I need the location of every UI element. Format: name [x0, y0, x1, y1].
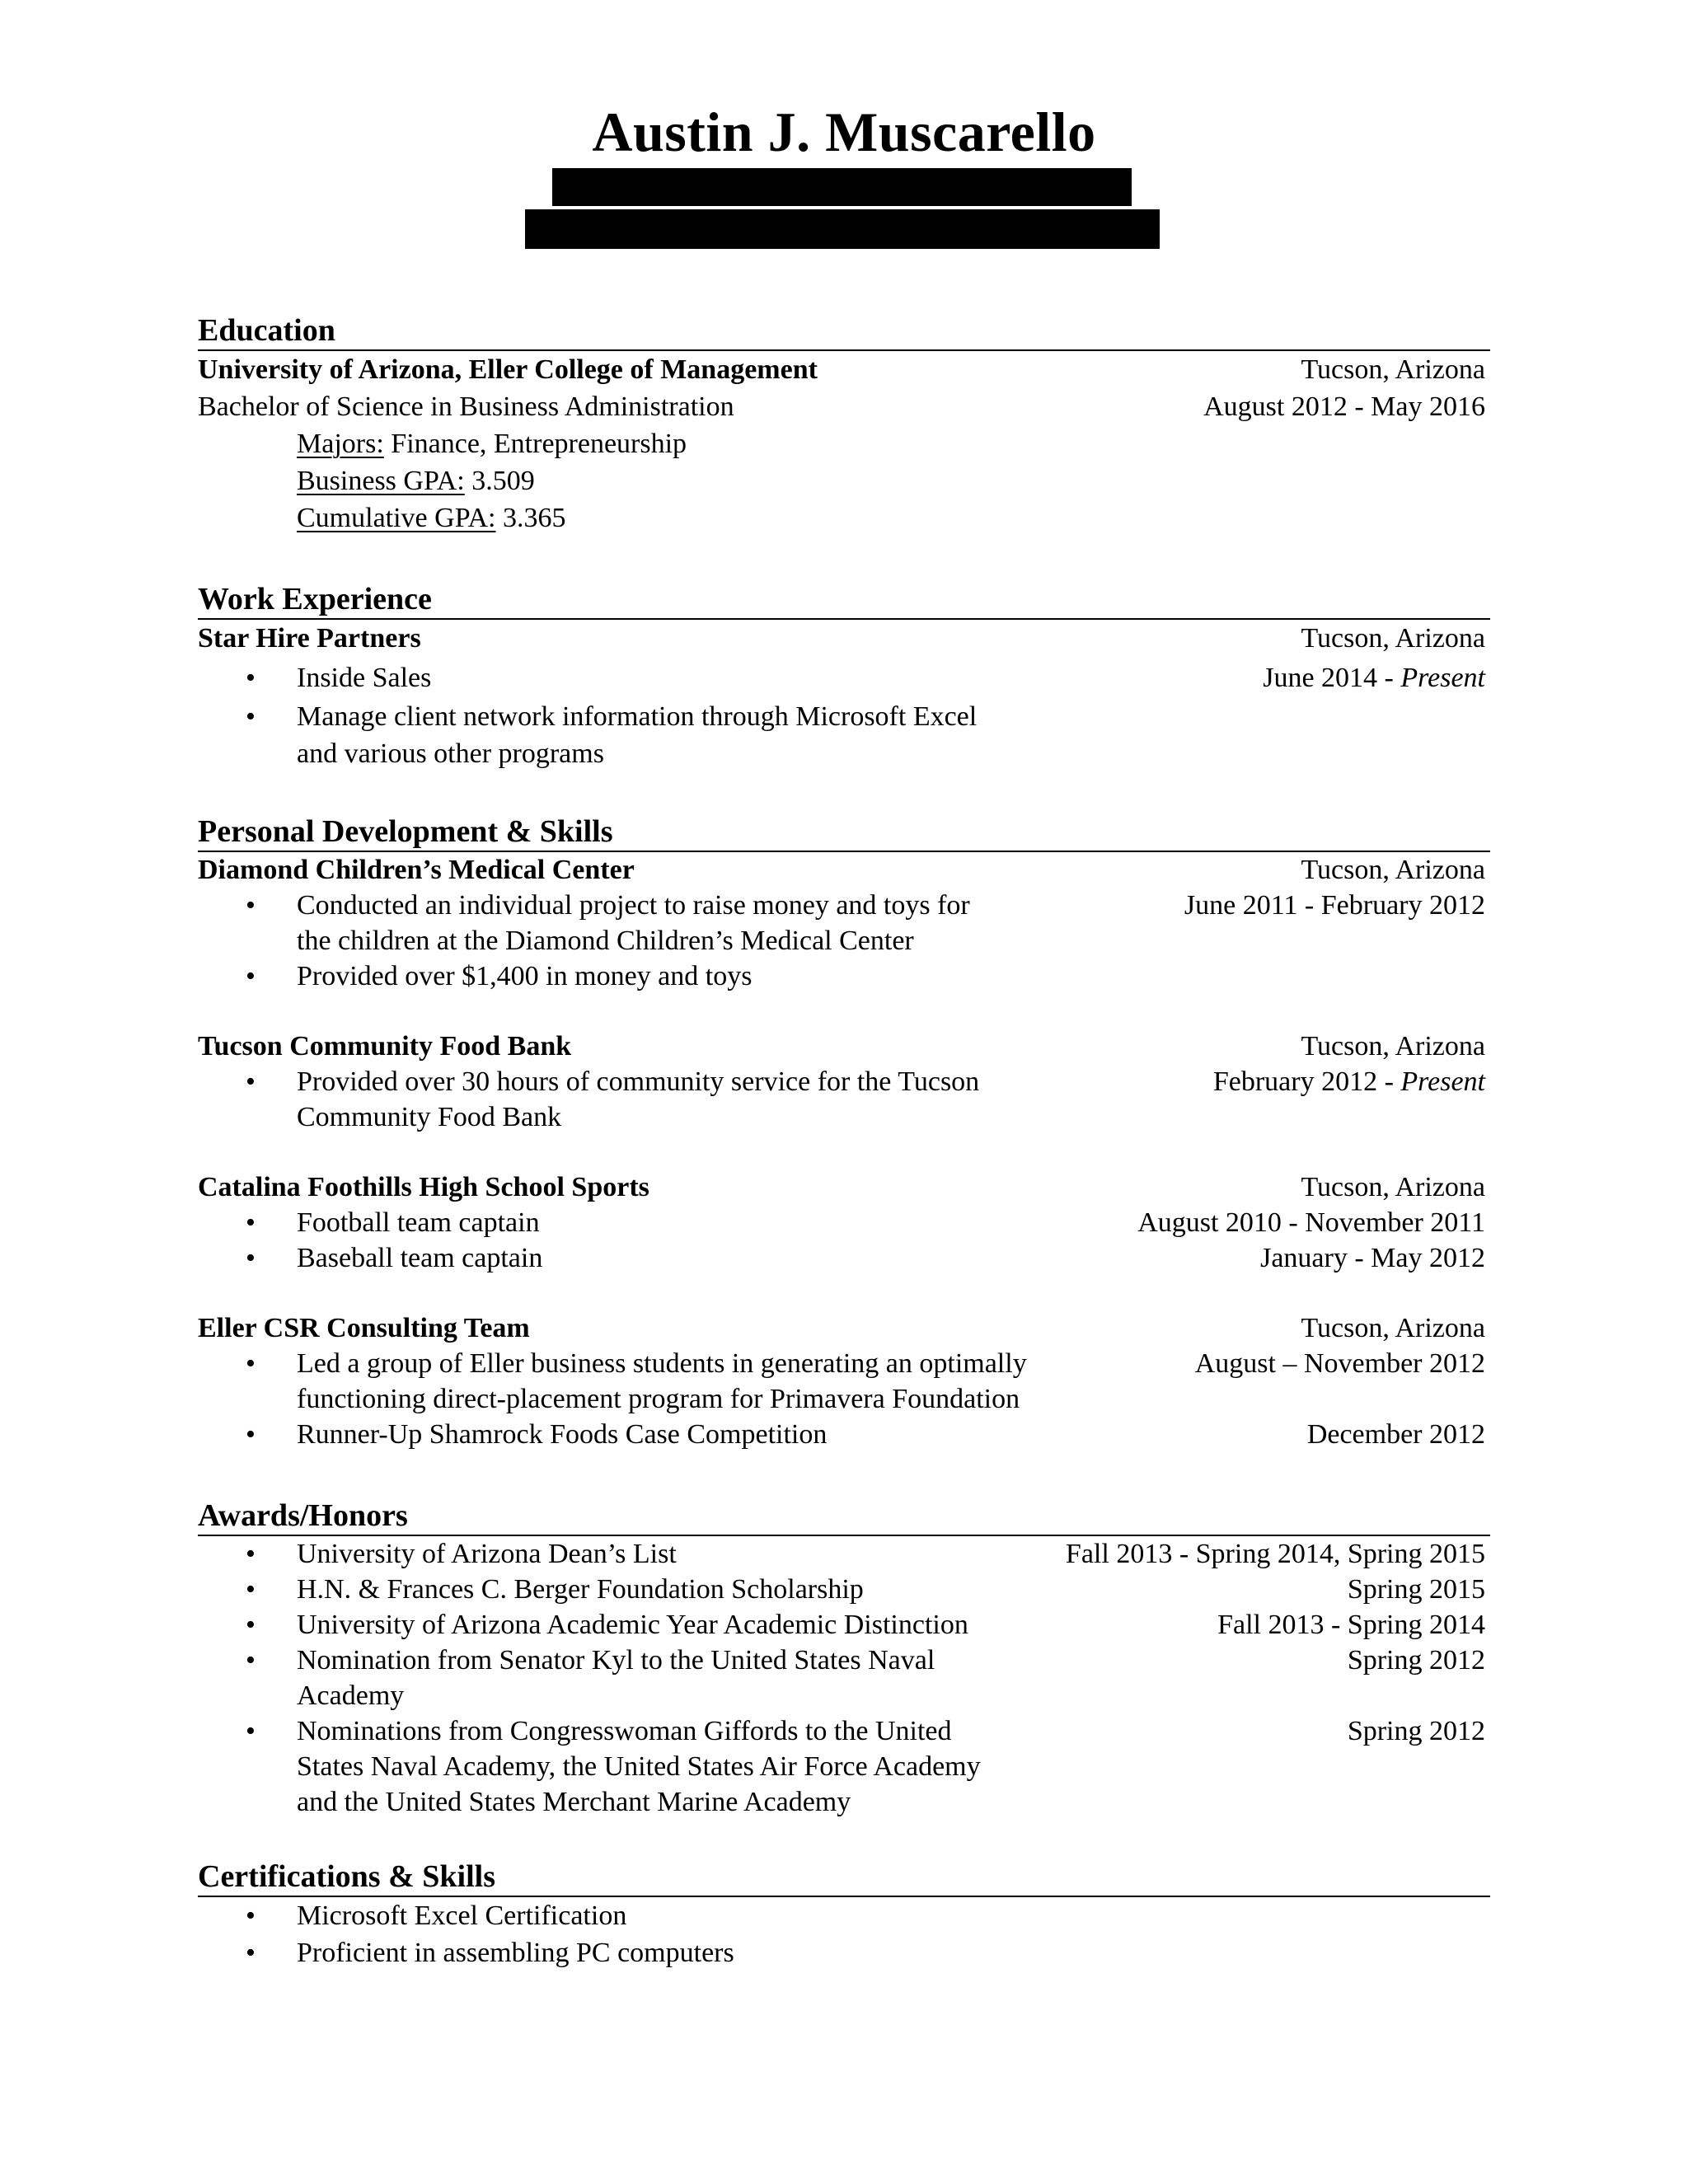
- bullet-glyph: •: [246, 1900, 256, 1931]
- award-text: and the United States Merchant Marine Academy: [297, 1787, 851, 1817]
- work-section: [198, 580, 1490, 770]
- bullet-glyph: •: [246, 1938, 256, 1968]
- org-dates: [1213, 1064, 1485, 1099]
- org-name: Tucson Community Food Bank: [198, 1031, 572, 1062]
- org-dates: January - May 2012: [1260, 1243, 1485, 1273]
- bullet-text: Provided over $1,400 in money and toys: [297, 961, 753, 991]
- bullet-text: Baseball team captain: [297, 1243, 543, 1273]
- list-item-continuation: [198, 1784, 1490, 1820]
- org-location: Tucson, Arizona: [1301, 1031, 1485, 1062]
- bullet-glyph: •: [246, 1574, 256, 1605]
- employer-name: Star Hire Partners: [198, 623, 421, 654]
- majors-label: Majors:: [297, 429, 384, 459]
- award-text: H.N. & Frances C. Berger Foundation Scholarship: [297, 1574, 864, 1605]
- majors-row: [198, 425, 1490, 462]
- bullet-text: Community Food Bank: [297, 1102, 562, 1132]
- business-gpa-value: 3.509: [464, 466, 535, 496]
- list-item: [198, 696, 1490, 733]
- redacted-contact-line-1: [552, 168, 1132, 206]
- org-location: Tucson, Arizona: [1301, 855, 1485, 885]
- dates-present: Present: [1400, 1066, 1485, 1097]
- certifications-section: [198, 1858, 1490, 1971]
- business-gpa-row: [198, 462, 1490, 499]
- education-section: [198, 312, 1490, 537]
- list-item: [198, 958, 1490, 994]
- org-row: [198, 852, 1490, 888]
- awards-section: [198, 1497, 1490, 1820]
- list-item: [198, 1713, 1490, 1749]
- section-heading: Education: [198, 312, 1490, 351]
- org-dates: December 2012: [1306, 1419, 1485, 1450]
- section-heading: Awards/Honors: [198, 1497, 1490, 1536]
- personal-section: [198, 813, 1490, 1452]
- cumulative-gpa-value: 3.365: [495, 503, 566, 533]
- work-dates: [1263, 657, 1485, 700]
- org-row: [198, 1310, 1490, 1346]
- list-item: [198, 1643, 1490, 1678]
- education-dates: August 2012 - May 2016: [1203, 391, 1485, 422]
- list-item: [198, 1897, 1490, 1934]
- award-text: States Naval Academy, the United States Air Force Academy: [297, 1751, 981, 1782]
- org-dates: August 2010 - November 2011: [1137, 1207, 1485, 1238]
- cert-text: Proficient in assembling PC computers: [297, 1938, 734, 1968]
- org-location: Tucson, Arizona: [1301, 1313, 1485, 1343]
- bullet-text: Football team captain: [297, 1207, 540, 1238]
- org-row: [198, 1029, 1490, 1064]
- cert-text: Microsoft Excel Certification: [297, 1900, 627, 1931]
- degree: Bachelor of Science in Business Administration: [198, 391, 734, 422]
- bullet-text: Provided over 30 hours of community service for the Tucson: [297, 1066, 980, 1097]
- list-item-continuation: [198, 923, 1490, 958]
- section-heading: Work Experience: [198, 580, 1490, 620]
- education-school-row: [198, 351, 1490, 388]
- list-item-continuation: [198, 1381, 1490, 1417]
- bullet-text: Inside Sales: [297, 663, 432, 693]
- employer-location: Tucson, Arizona: [1301, 623, 1485, 654]
- bullet-glyph: •: [246, 1610, 256, 1640]
- award-date: Spring 2012: [1347, 1716, 1485, 1746]
- bullet-glyph: •: [246, 1243, 256, 1273]
- bullet-glyph: •: [246, 890, 256, 921]
- org-row: [198, 1169, 1490, 1205]
- list-item: [198, 1536, 1490, 1572]
- bullet-glyph: •: [246, 1066, 256, 1097]
- bullet-glyph: •: [246, 1645, 256, 1675]
- cumulative-gpa-label: Cumulative GPA:: [297, 503, 496, 533]
- list-item-continuation: [198, 733, 1490, 770]
- dates-present: Present: [1400, 663, 1485, 693]
- list-item: [198, 657, 1490, 696]
- award-text: University of Arizona Dean’s List: [297, 1539, 677, 1569]
- bullet-text: and various other programs: [297, 738, 604, 769]
- bullet-glyph: •: [246, 1207, 256, 1238]
- dates-prefix: June 2014 -: [1263, 663, 1401, 693]
- bullet-glyph: •: [246, 1348, 256, 1379]
- candidate-name: Austin J. Muscarello: [592, 101, 1096, 163]
- list-item-continuation: [198, 1678, 1490, 1713]
- cumulative-gpa-row: [198, 499, 1490, 537]
- award-date: Fall 2013 - Spring 2014, Spring 2015: [1065, 1539, 1485, 1569]
- award-date: Spring 2012: [1347, 1645, 1485, 1675]
- list-item: [198, 1205, 1490, 1240]
- list-item-continuation: [198, 1099, 1490, 1135]
- award-text: Nomination from Senator Kyl to the United States Naval: [297, 1645, 935, 1675]
- section-heading: Personal Development & Skills: [198, 813, 1490, 852]
- list-item: [198, 1417, 1490, 1452]
- majors-value: Finance, Entrepreneurship: [383, 429, 687, 459]
- bullet-text: functioning direct-placement program for Primavera Foundation: [297, 1384, 1020, 1414]
- school-name: University of Arizona, Eller College of Management: [198, 354, 818, 385]
- bullet-glyph: •: [246, 1716, 256, 1746]
- award-text: Academy: [297, 1680, 405, 1711]
- list-item: [198, 888, 1490, 923]
- list-item: [198, 1934, 1490, 1971]
- award-date: Fall 2013 - Spring 2014: [1217, 1610, 1485, 1640]
- bullet-text: Led a group of Eller business students in generating an optimally: [297, 1348, 1027, 1379]
- org-name: Eller CSR Consulting Team: [198, 1313, 530, 1343]
- business-gpa-label: Business GPA:: [297, 466, 465, 496]
- org-name: Diamond Children’s Medical Center: [198, 855, 635, 885]
- education-degree-row: [198, 388, 1490, 425]
- org-location: Tucson, Arizona: [1301, 1172, 1485, 1202]
- bullet-text: Runner-Up Shamrock Foods Case Competition: [297, 1419, 828, 1450]
- bullet-glyph: •: [246, 701, 256, 732]
- redacted-contact-line-2: [525, 209, 1160, 249]
- bullet-glyph: •: [246, 663, 256, 693]
- dates-prefix: February 2012 -: [1212, 1066, 1401, 1097]
- org-name: Catalina Foothills High School Sports: [198, 1172, 649, 1202]
- bullet-glyph: •: [246, 1539, 256, 1569]
- org-dates: June 2011 - February 2012: [1184, 890, 1485, 921]
- list-item: [198, 1572, 1490, 1607]
- bullet-text: Conducted an individual project to raise money and toys for: [297, 890, 970, 921]
- bullet-text: the children at the Diamond Children’s Medical Center: [297, 926, 914, 956]
- bullet-text: Manage client network information through Microsoft Excel: [297, 701, 978, 732]
- award-date: Spring 2015: [1347, 1574, 1485, 1605]
- award-text: University of Arizona Academic Year Academic Distinction: [297, 1610, 968, 1640]
- list-item: [198, 1607, 1490, 1643]
- org-dates: August – November 2012: [1194, 1348, 1485, 1379]
- award-text: Nominations from Congresswoman Giffords to the United: [297, 1716, 952, 1746]
- list-item-continuation: [198, 1749, 1490, 1784]
- employer-row: [198, 620, 1490, 657]
- list-item: [198, 1064, 1490, 1099]
- list-item: [198, 1240, 1490, 1276]
- school-location: Tucson, Arizona: [1301, 354, 1485, 385]
- list-item: [198, 1346, 1490, 1381]
- section-heading: Certifications & Skills: [198, 1858, 1490, 1897]
- bullet-glyph: •: [246, 1419, 256, 1450]
- bullet-glyph: •: [246, 961, 256, 991]
